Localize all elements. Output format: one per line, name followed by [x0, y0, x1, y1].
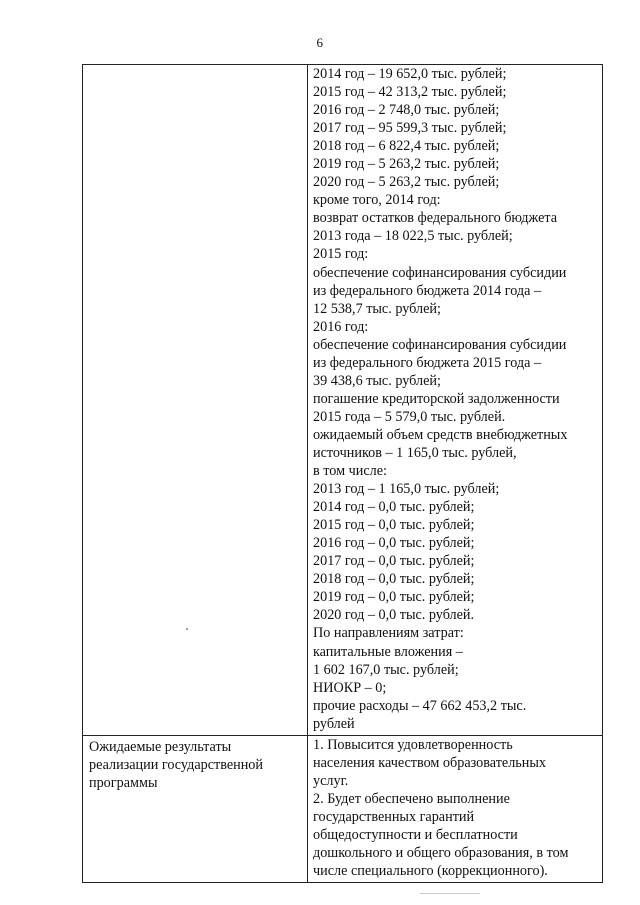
scan-artifact-line [420, 893, 480, 894]
scan-artifact-dot [186, 628, 188, 630]
program-passport-table [82, 64, 603, 883]
funding-label [83, 65, 307, 69]
table-row-funding [83, 65, 603, 736]
funding-details-cell [308, 65, 603, 736]
expected-results-label-cell [83, 735, 308, 882]
expected-results-cell [308, 735, 603, 882]
page-number: 6 [316, 35, 324, 50]
funding-label-cell [83, 65, 308, 736]
funding-details-text: 2014 год – 19 652,0 тыс. рублей; 2015 год – 42 313,2 тыс. рублей; 2016 год – 2 748,0 тыс. рублей; 2017 год – 95 599,3 тыс. рублей; 2018 год – 6 822,4 тыс. рублей; 2019 год – 5 263,2 тыс. рублей; 2020 год – 5 263,2 тыс. рублей; кроме того, 2014 год: возврат остатков федерального бюджета 2013 года – 18 022,5 тыс. рублей; 2015 год: обеспечение софинансирования субсидии из федерального бюджета 2014 года – 12 538,7 тыс. рублей; 2016 год: обеспечение софинансирования субсидии из федерального бюджета 2015 года – 39 438,6 тыс. рублей; погашение кредиторской задолженности 2015 года – 5 579,0 тыс. рублей. ожидаемый объем средств внебюджетных источников – 1 165,0 тыс. рублей, в том числе: 2013 год – 1 165,0 тыс. рублей; 2014 год – 0,0 тыс. рублей; 2015 год – 0,0 тыс. рублей; 2016 год – 0,0 тыс. рублей; 2017 год – 0,0 тыс. рублей; 2018 год – 0,0 тыс. рублей; 2019 год – 0,0 тыс. рублей; 2020 год – 0,0 тыс. рублей. По направлениям затрат: капитальные вложения – 1 602 167,0 тыс. рублей; НИОКР – 0; прочие расходы – 47 662 453,2 тыс. рублей [313, 66, 568, 732]
table-row-expected-results [83, 735, 603, 882]
expected-results-label: Ожидаемые результаты реализации государственной программы [89, 738, 263, 791]
expected-results-text: 1. Повысится удовлетворенность населения качеством образовательных услуг. 2. Будет обеспечено выполнение государственных гарантий общедоступности и бесплатности дошкольного и общего образования, в том числе специального (коррекционного). [313, 736, 569, 880]
